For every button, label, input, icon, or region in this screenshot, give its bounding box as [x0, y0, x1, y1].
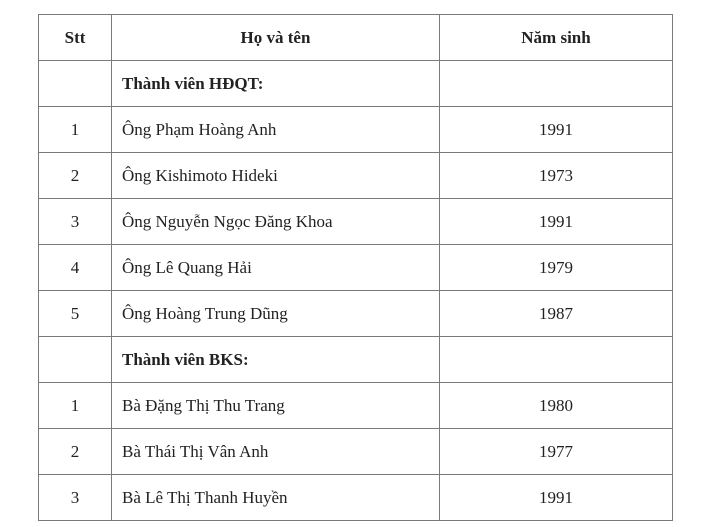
section-title: Thành viên HĐQT:	[112, 61, 440, 107]
row-name: Ông Lê Quang Hải	[112, 245, 440, 291]
row-stt: 1	[39, 107, 112, 153]
table-row	[39, 475, 673, 521]
member-table	[38, 14, 673, 521]
table-row	[39, 153, 673, 199]
row-stt: 4	[39, 245, 112, 291]
table-row	[39, 429, 673, 475]
row-year: 1980	[440, 383, 673, 429]
table-row	[39, 245, 673, 291]
row-stt: 2	[39, 153, 112, 199]
row-year: 1991	[440, 199, 673, 245]
row-name: Bà Đặng Thị Thu Trang	[112, 383, 440, 429]
table-row	[39, 383, 673, 429]
row-name: Bà Lê Thị Thanh Huyền	[112, 475, 440, 521]
header-stt: Stt	[39, 15, 112, 61]
section-year-empty	[440, 337, 673, 383]
header-year: Năm sinh	[440, 15, 673, 61]
table-row	[39, 107, 673, 153]
section-stt-empty	[39, 61, 112, 107]
row-name: Ông Phạm Hoàng Anh	[112, 107, 440, 153]
row-year: 1973	[440, 153, 673, 199]
row-name: Ông Kishimoto Hideki	[112, 153, 440, 199]
row-name: Bà Thái Thị Vân Anh	[112, 429, 440, 475]
row-name: Ông Nguyễn Ngọc Đăng Khoa	[112, 199, 440, 245]
row-year: 1991	[440, 107, 673, 153]
section-row-hdqt	[39, 61, 673, 107]
table-row	[39, 199, 673, 245]
table-header-row	[39, 15, 673, 61]
member-table-container	[38, 14, 673, 521]
row-stt: 1	[39, 383, 112, 429]
section-title: Thành viên BKS:	[112, 337, 440, 383]
row-year: 1991	[440, 475, 673, 521]
row-year: 1987	[440, 291, 673, 337]
row-name: Ông Hoàng Trung Dũng	[112, 291, 440, 337]
table-row	[39, 291, 673, 337]
row-stt: 3	[39, 475, 112, 521]
section-stt-empty	[39, 337, 112, 383]
row-stt: 5	[39, 291, 112, 337]
header-name: Họ và tên	[112, 15, 440, 61]
row-stt: 3	[39, 199, 112, 245]
row-year: 1979	[440, 245, 673, 291]
section-row-bks	[39, 337, 673, 383]
row-year: 1977	[440, 429, 673, 475]
row-stt: 2	[39, 429, 112, 475]
section-year-empty	[440, 61, 673, 107]
